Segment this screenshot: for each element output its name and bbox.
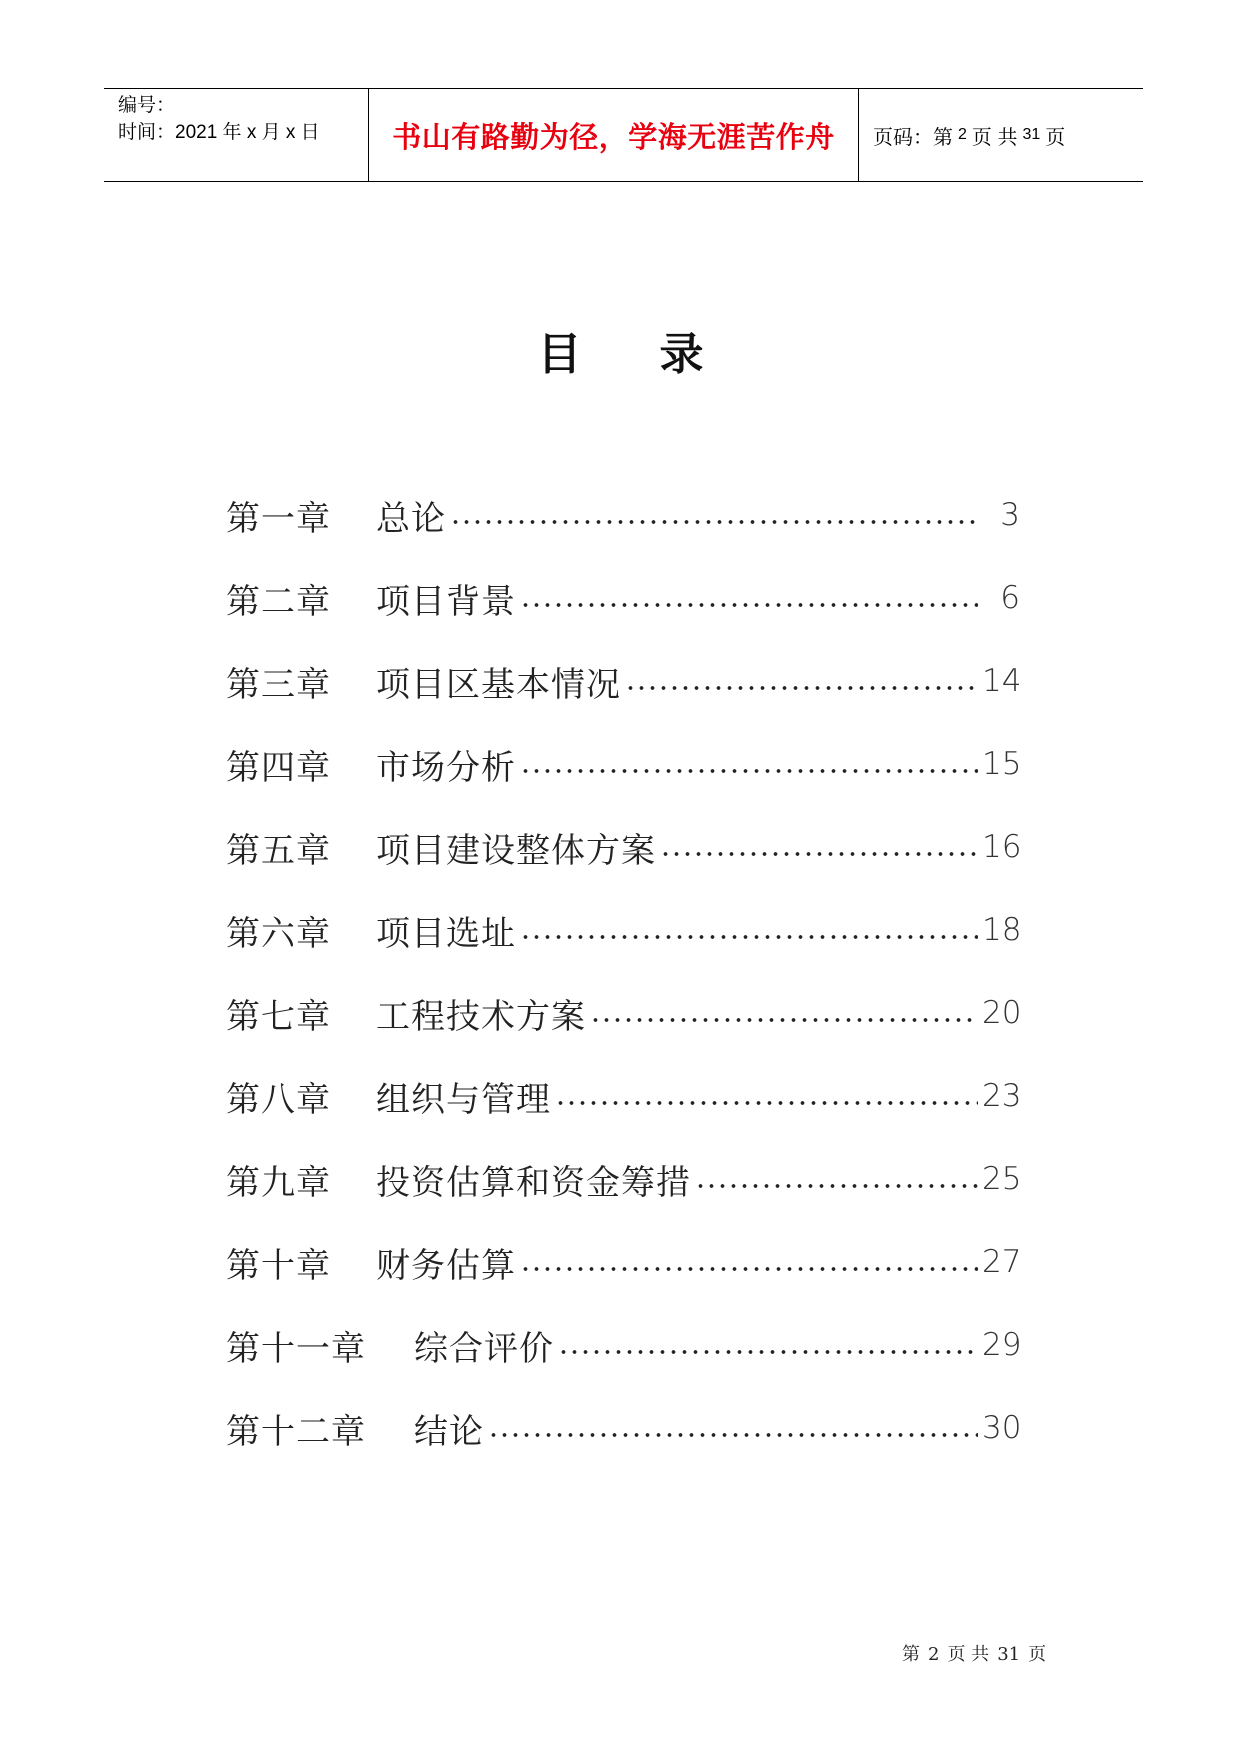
toc-chapter-label: 第四章	[226, 747, 331, 788]
toc-page-number: 20	[982, 995, 1022, 1031]
header-page-suffix: 页	[1045, 126, 1066, 149]
document-number-label: 编号：	[118, 95, 176, 116]
toc-leader-dots	[488, 1433, 978, 1437]
toc-page-number: 30	[982, 1410, 1022, 1446]
toc-chapter-label: 第十二章	[226, 1411, 366, 1452]
toc-section-title: 项目选址	[376, 913, 516, 954]
toc-section-title: 投资估算和资金筹措	[376, 1162, 691, 1203]
toc-page-number: 23	[982, 1078, 1022, 1114]
toc-entry[interactable]	[226, 988, 1020, 1038]
toc-entry[interactable]	[226, 1237, 1020, 1287]
toc-page-number: 18	[982, 912, 1022, 948]
header-page-mid: 页 共	[971, 126, 1018, 149]
toc-chapter-label: 第八章	[226, 1079, 331, 1120]
toc-page-number: 27	[982, 1244, 1022, 1280]
toc-section-title: 市场分析	[376, 747, 516, 788]
header-motto-cell	[369, 89, 859, 181]
toc-section-title: 财务估算	[376, 1245, 516, 1286]
toc-section-title: 总论	[376, 498, 446, 539]
toc-entry[interactable]	[226, 1071, 1020, 1121]
page-footer	[902, 1640, 1046, 1666]
toc-leader-dots	[555, 1101, 978, 1105]
toc-chapter-label: 第三章	[226, 664, 331, 705]
toc-leader-dots	[520, 769, 978, 773]
toc-page-number: 6	[1000, 580, 1020, 616]
toc-entry[interactable]	[226, 656, 1020, 706]
toc-chapter-label: 第二章	[226, 581, 331, 622]
toc-leader-dots	[520, 935, 978, 939]
toc-leader-dots	[590, 1018, 978, 1022]
footer-page-total: 31	[997, 1644, 1021, 1665]
toc-chapter-label: 第七章	[226, 996, 331, 1037]
document-time-label: 时间：2021 年 x 月 x 日	[118, 122, 320, 143]
toc-entry[interactable]	[226, 739, 1020, 789]
toc-leader-dots	[660, 852, 978, 856]
toc-leader-dots	[520, 603, 978, 607]
header-page-total: 31	[1022, 126, 1041, 143]
toc-section-title: 项目建设整体方案	[376, 830, 656, 871]
footer-page-current: 2	[928, 1644, 940, 1665]
toc-page-number: 14	[982, 663, 1022, 699]
page-header	[104, 88, 1143, 182]
toc-entry[interactable]	[226, 905, 1020, 955]
toc-chapter-label: 第十一章	[226, 1328, 366, 1369]
toc-section-title: 项目背景	[376, 581, 516, 622]
toc-leader-dots	[558, 1350, 978, 1354]
toc-chapter-label: 第十章	[226, 1245, 331, 1286]
toc-entry[interactable]	[226, 1320, 1020, 1370]
header-page-cell	[859, 89, 1143, 181]
toc-entry[interactable]	[226, 490, 1020, 540]
footer-prefix: 第	[902, 1644, 920, 1665]
header-motto: 书山有路勤为径，学海无涯苦作舟	[392, 119, 835, 154]
toc-section-title: 综合评价	[414, 1328, 554, 1369]
page-title	[0, 318, 1241, 382]
toc-page-number: 25	[982, 1161, 1022, 1197]
toc-entry[interactable]	[226, 1403, 1020, 1453]
title-char-1: 目	[537, 329, 582, 380]
footer-suffix: 页	[1028, 1644, 1047, 1665]
toc-section-title: 工程技术方案	[376, 996, 586, 1037]
toc-page-number: 16	[982, 829, 1022, 865]
toc-page-number: 29	[982, 1327, 1022, 1363]
toc-chapter-label: 第六章	[226, 913, 331, 954]
header-meta-cell	[104, 89, 369, 181]
title-char-2: 录	[659, 329, 704, 380]
toc-entry[interactable]	[226, 822, 1020, 872]
toc-section-title: 组织与管理	[376, 1079, 551, 1120]
toc-page-number: 3	[1000, 497, 1020, 533]
toc-section-title: 项目区基本情况	[376, 664, 621, 705]
toc-entry[interactable]	[226, 1154, 1020, 1204]
toc-leader-dots	[695, 1184, 978, 1188]
toc-chapter-label: 第五章	[226, 830, 331, 871]
header-page-current: 2	[958, 126, 967, 143]
toc-leader-dots	[625, 686, 978, 690]
toc-leader-dots	[450, 520, 978, 524]
toc-page-number: 15	[982, 746, 1022, 782]
header-page-prefix: 页码：第	[873, 126, 953, 149]
toc-entry[interactable]	[226, 573, 1020, 623]
toc-section-title: 结论	[414, 1411, 484, 1452]
toc-leader-dots	[520, 1267, 978, 1271]
toc-chapter-label: 第九章	[226, 1162, 331, 1203]
footer-mid: 页 共	[947, 1644, 990, 1665]
toc-chapter-label: 第一章	[226, 498, 331, 539]
